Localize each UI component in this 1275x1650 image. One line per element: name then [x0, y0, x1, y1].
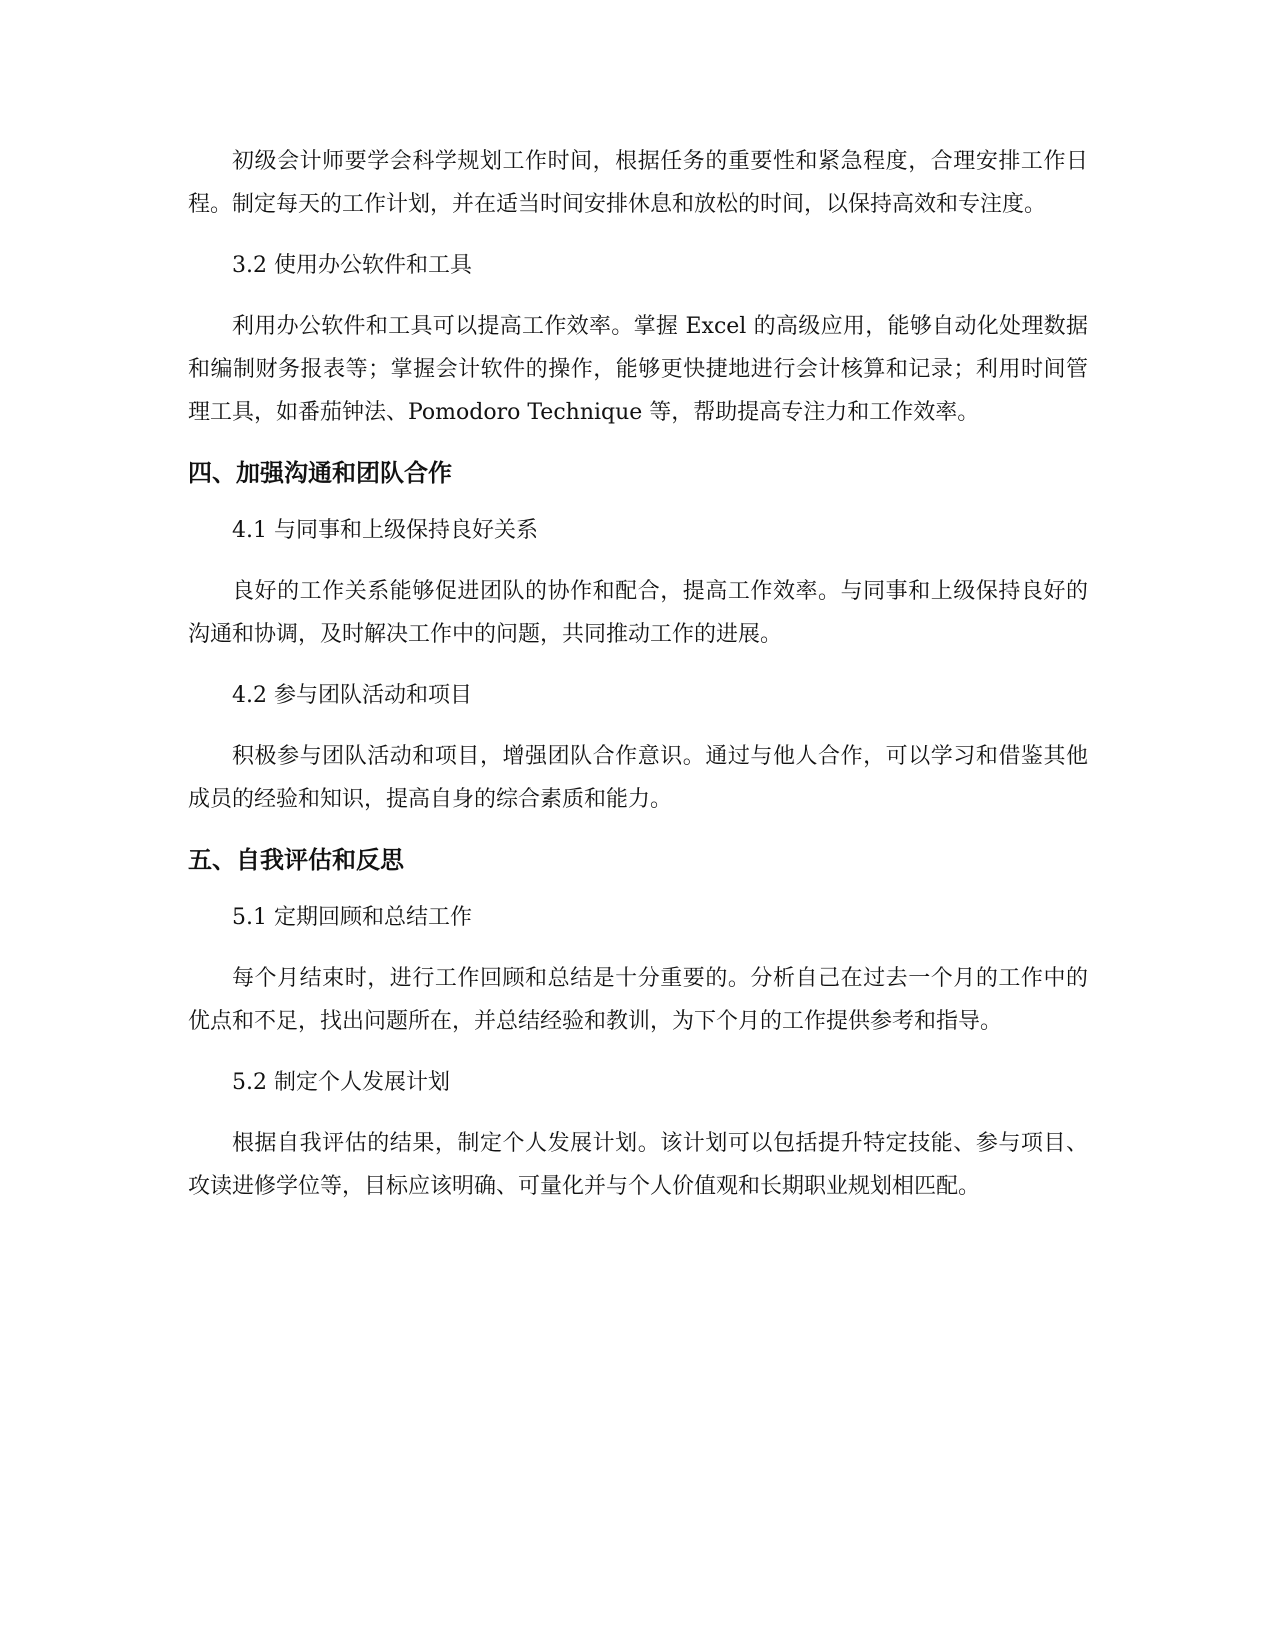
subheading-4-1: 4.1 与同事和上级保持良好关系	[232, 518, 538, 543]
subheading-4-2: 4.2 参与团队活动和项目	[232, 683, 472, 708]
subheading-3-2: 3.2 使用办公软件和工具	[232, 253, 472, 278]
paragraph-office-tools: 利用办公软件和工具可以提高工作效率。掌握 Excel 的高级应用，能够自动化处理数据和编制财务报表等；掌握会计软件的操作，能够更快捷地进行会计核算和记录；利用时间管理工具，如番茄钟法、Pomodoro Technique 等，帮助提高专注力和工作效率。	[188, 314, 1088, 425]
paragraph-monthly-review: 每个月结束时，进行工作回顾和总结是十分重要的。分析自己在过去一个月的工作中的优点和不足，找出问题所在，并总结经验和教训，为下个月的工作提供参考和指导。	[188, 966, 1088, 1034]
paragraph-relationships: 良好的工作关系能够促进团队的协作和配合，提高工作效率。与同事和上级保持良好的沟通和协调，及时解决工作中的问题，共同推动工作的进展。	[188, 579, 1088, 647]
document-page	[188, 140, 1088, 1208]
paragraph-development-plan: 根据自我评估的结果，制定个人发展计划。该计划可以包括提升特定技能、参与项目、攻读进修学位等，目标应该明确、可量化并与个人价值观和长期职业规划相匹配。	[188, 1131, 1088, 1199]
subheading-5-2: 5.2 制定个人发展计划	[232, 1070, 450, 1095]
paragraph-team-activities: 积极参与团队活动和项目，增强团队合作意识。通过与他人合作，可以学习和借鉴其他成员的经验和知识，提高自身的综合素质和能力。	[188, 744, 1088, 812]
subheading-5-1: 5.1 定期回顾和总结工作	[232, 905, 472, 930]
section-heading-5: 五、自我评估和反思	[188, 846, 404, 874]
paragraph-time-planning: 初级会计师要学会科学规划工作时间，根据任务的重要性和紧急程度，合理安排工作日程。制定每天的工作计划，并在适当时间安排休息和放松的时间，以保持高效和专注度。	[188, 149, 1088, 217]
section-heading-4: 四、加强沟通和团队合作	[188, 459, 452, 487]
